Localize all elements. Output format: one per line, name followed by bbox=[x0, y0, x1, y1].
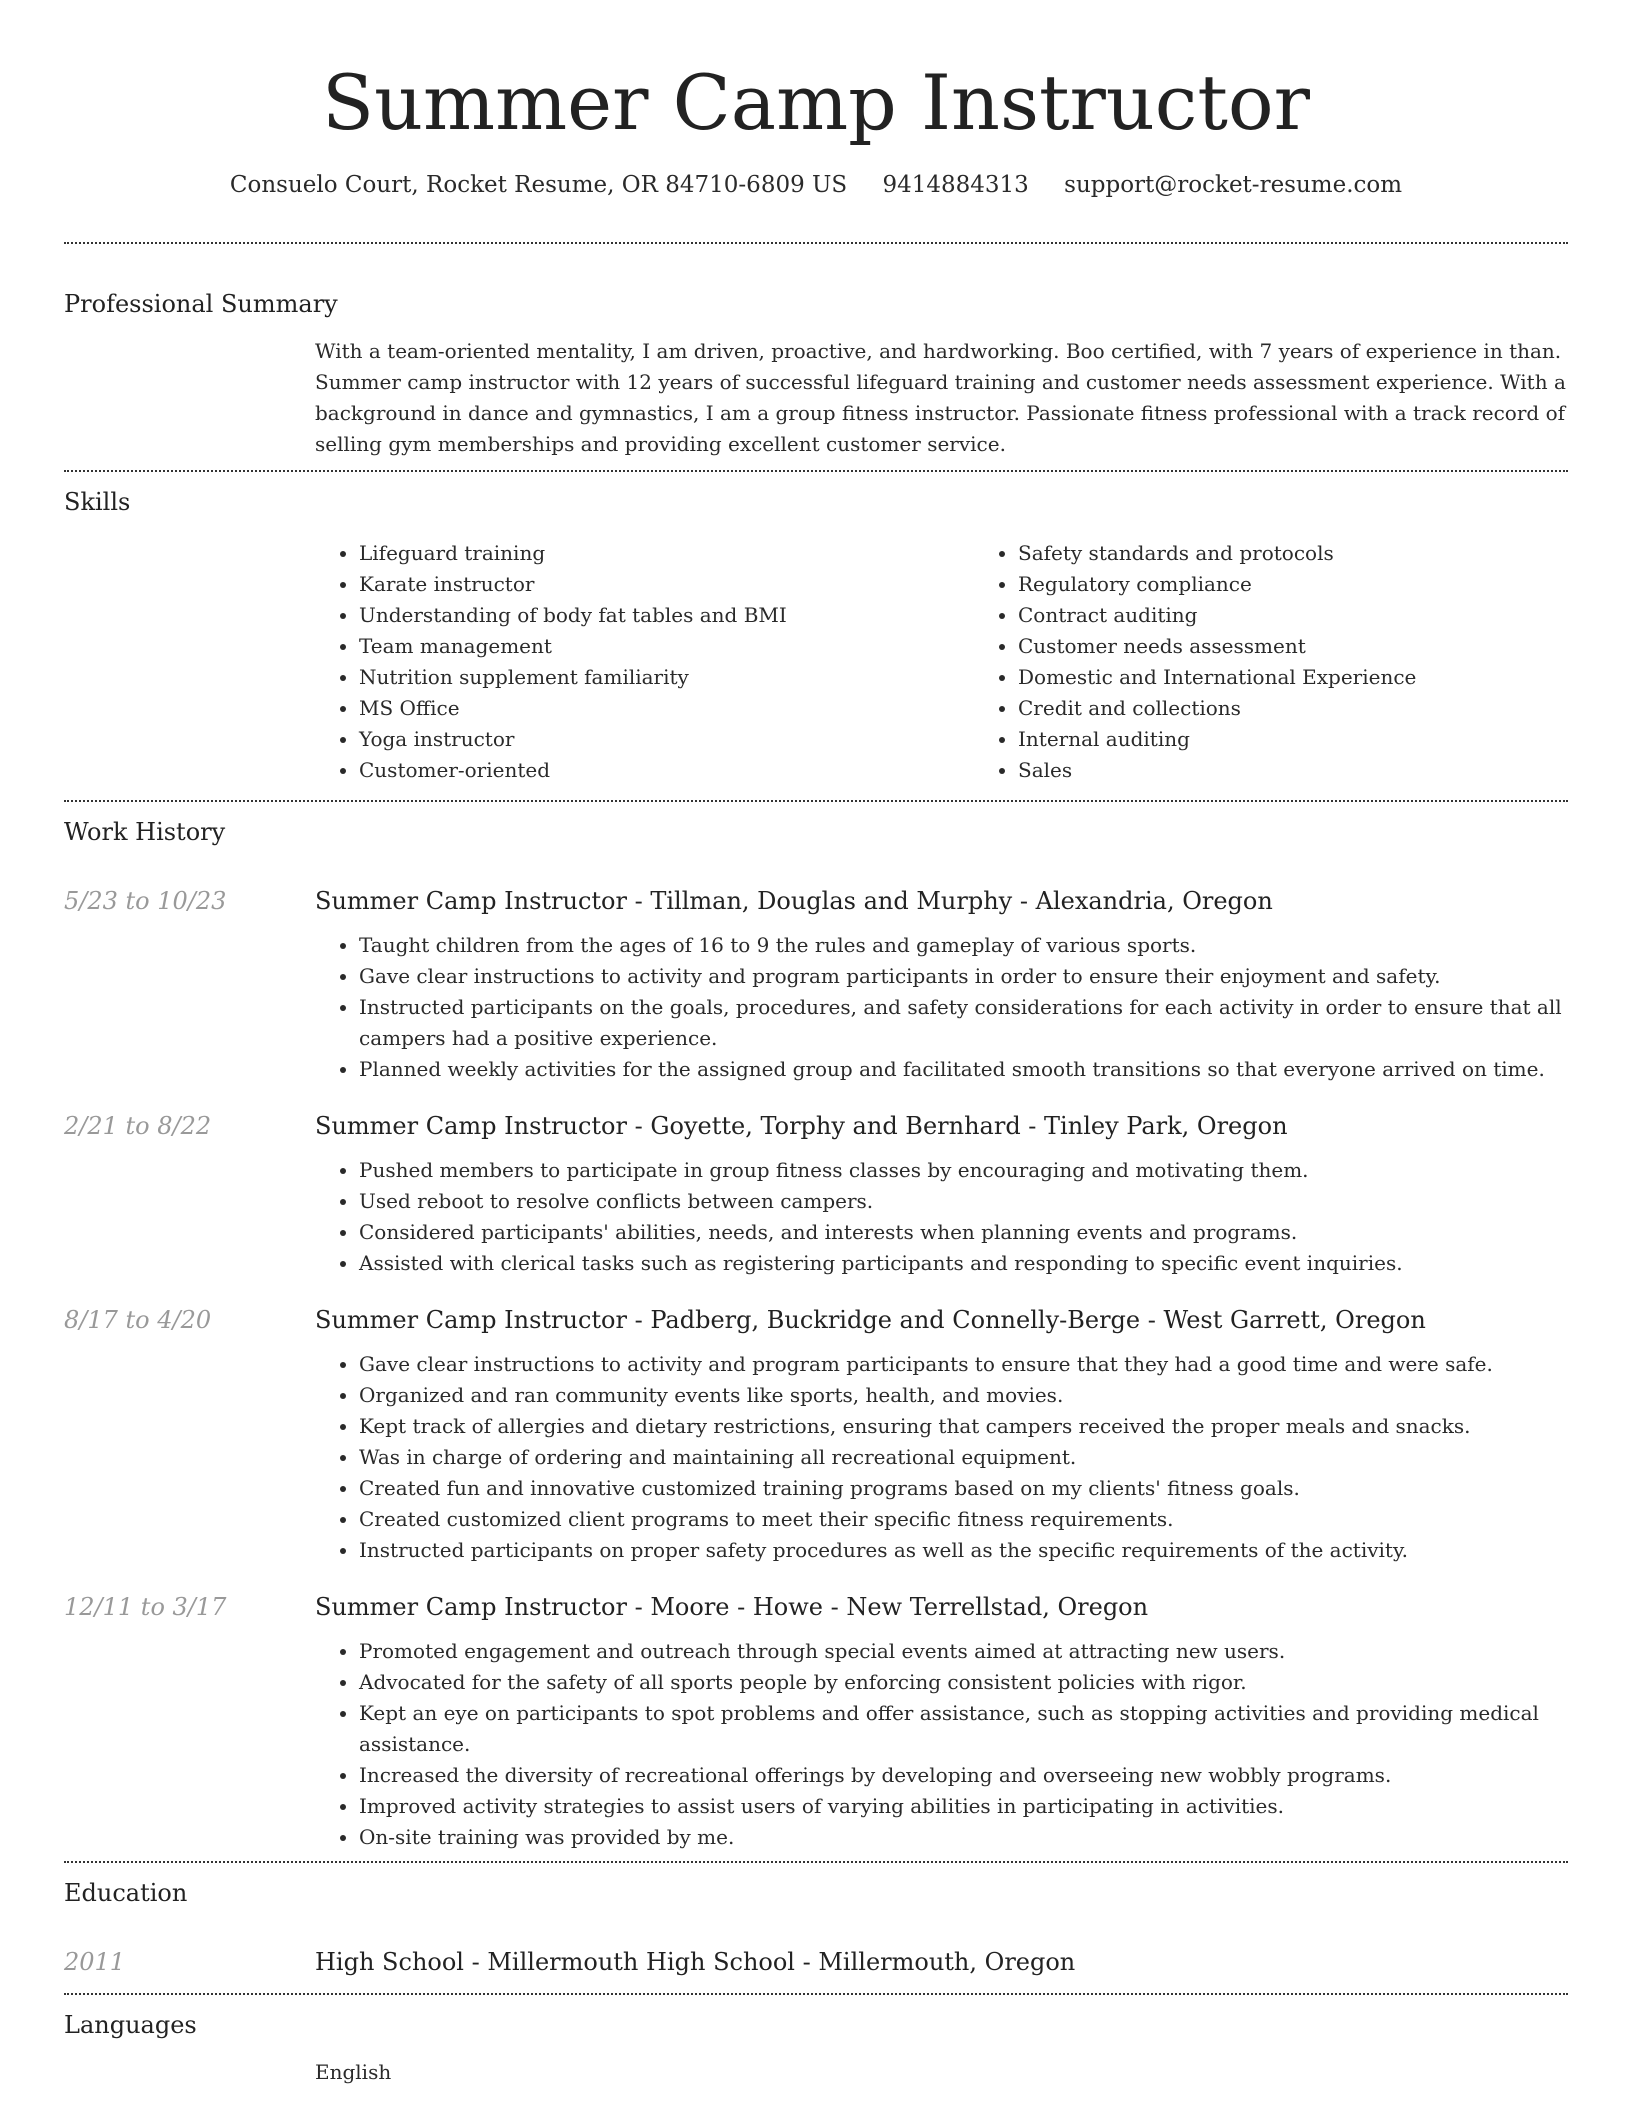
job-bullet: • Was in charge of ordering and maintaining all recreational equipment. bbox=[359, 1442, 1568, 1473]
job-bullet: • Promoted engagement and outreach through special events aimed at attracting new users. bbox=[359, 1636, 1568, 1667]
job-bullet: • Organized and ran community events like sports, health, and movies. bbox=[359, 1380, 1568, 1411]
job-bullet: • Considered participants' abilities, needs, and interests when planning events and programs. bbox=[359, 1217, 1568, 1248]
contact-phone: 9414884313 bbox=[882, 172, 1029, 198]
languages-heading: Languages bbox=[64, 2011, 197, 2039]
job-bullet: • Used reboot to resolve conflicts between campers. bbox=[359, 1186, 1568, 1217]
job-bullets bbox=[315, 1155, 1568, 1279]
skill-item: • Team management bbox=[359, 631, 974, 662]
job-bullet: • Created fun and innovative customized training programs based on my clients' fitness goals. bbox=[359, 1473, 1568, 1504]
skill-item: • Sales bbox=[1018, 755, 1416, 786]
job-bullet: • Increased the diversity of recreational offerings by developing and overseeing new wobbly programs. bbox=[359, 1760, 1568, 1791]
skills-column-right bbox=[974, 538, 1416, 786]
skill-item: • Contract auditing bbox=[1018, 600, 1416, 631]
skills-heading: Skills bbox=[64, 488, 131, 516]
skills-list bbox=[315, 538, 1568, 786]
summary-divider bbox=[64, 470, 1568, 472]
job-bullet: • Instructed participants on proper safety procedures as well as the specific requirements of the activity. bbox=[359, 1535, 1568, 1566]
contact-email[interactable]: support@rocket-resume.com bbox=[1064, 172, 1403, 198]
job-bullet: • Advocated for the safety of all sports people by enforcing consistent policies with rigor. bbox=[359, 1667, 1568, 1698]
summary-text: With a team-oriented mentality, I am driven, proactive, and hardworking. Boo certified, with 7 years of experience in than. Summer camp instructor with 12 years of successful lifeguard training and customer needs assessment experience. With a background in dance and gymnastics, I am a group fitness instructor. Passionate fitness professional with a track record of selling gym memberships and providing excellent customer service. bbox=[315, 339, 1566, 456]
job-bullet: • On-site training was provided by me. bbox=[359, 1822, 1568, 1853]
resume-title: Summer Camp Instructor bbox=[322, 58, 1310, 147]
job-bullet: • Assisted with clerical tasks such as registering participants and responding to specific event inquiries. bbox=[359, 1248, 1568, 1279]
skill-item: • Safety standards and protocols bbox=[1018, 538, 1416, 569]
job-title: Summer Camp Instructor - Moore - Howe - New Terrellstad, Oregon bbox=[315, 1593, 1149, 1621]
job-bullet: • Gave clear instructions to activity and program participants to ensure that they had a good time and were safe. bbox=[359, 1349, 1568, 1380]
contact-line bbox=[64, 168, 1568, 202]
job-details bbox=[315, 1109, 1568, 1279]
job-bullet: • Instructed participants on the goals, procedures, and safety considerations for each activity in order to ensure that all campers had a positive experience. bbox=[359, 992, 1568, 1054]
job-bullets bbox=[315, 930, 1568, 1085]
job-bullet: • Pushed members to participate in group fitness classes by encouraging and motivating them. bbox=[359, 1155, 1568, 1186]
summary-heading: Professional Summary bbox=[64, 290, 338, 318]
job-details bbox=[315, 1303, 1568, 1566]
job-dates: 5/23 to 10/23 bbox=[64, 887, 227, 915]
skill-item: • Credit and collections bbox=[1018, 693, 1416, 724]
work-divider bbox=[64, 1861, 1568, 1863]
skill-item: • Internal auditing bbox=[1018, 724, 1416, 755]
job-details bbox=[315, 884, 1568, 1085]
contact-address: Consuelo Court, Rocket Resume, OR 84710-6809 US bbox=[229, 172, 848, 198]
job-dates: 8/17 to 4/20 bbox=[64, 1306, 212, 1334]
job-dates: 12/11 to 3/17 bbox=[64, 1593, 227, 1621]
education-title: High School - Millermouth High School - Millermouth, Oregon bbox=[315, 1948, 1076, 1976]
job-bullet: • Created customized client programs to meet their specific fitness requirements. bbox=[359, 1504, 1568, 1535]
job-bullets bbox=[315, 1636, 1568, 1853]
skill-item: • Regulatory compliance bbox=[1018, 569, 1416, 600]
job-bullet: • Gave clear instructions to activity and program participants in order to ensure their enjoyment and safety. bbox=[359, 961, 1568, 992]
education-heading: Education bbox=[64, 1879, 188, 1907]
education-details bbox=[315, 1945, 1568, 1979]
skill-item: • MS Office bbox=[359, 693, 974, 724]
job-bullet: • Improved activity strategies to assist users of varying abilities in participating in activities. bbox=[359, 1791, 1568, 1822]
job-entry bbox=[64, 1109, 1568, 1279]
skills-divider bbox=[64, 800, 1568, 802]
skill-item: • Domestic and International Experience bbox=[1018, 662, 1416, 693]
job-bullet: • Kept an eye on participants to spot problems and offer assistance, such as stopping activities and providing medical assistance. bbox=[359, 1698, 1568, 1760]
skill-item: • Nutrition supplement familiarity bbox=[359, 662, 974, 693]
job-bullet: • Planned weekly activities for the assigned group and facilitated smooth transitions so that everyone arrived on time. bbox=[359, 1054, 1568, 1085]
skill-item: • Karate instructor bbox=[359, 569, 974, 600]
work-heading: Work History bbox=[64, 818, 226, 846]
job-bullets bbox=[315, 1349, 1568, 1566]
job-title: Summer Camp Instructor - Goyette, Torphy and Bernhard - Tinley Park, Oregon bbox=[315, 1112, 1288, 1140]
resume-page bbox=[64, 0, 1568, 2088]
job-title: Summer Camp Instructor - Tillman, Douglas and Murphy - Alexandria, Oregon bbox=[315, 887, 1273, 915]
job-entry bbox=[64, 1303, 1568, 1566]
job-entry bbox=[64, 1590, 1568, 1853]
language-item: English bbox=[315, 2060, 392, 2084]
skill-item: • Understanding of body fat tables and BMI bbox=[359, 600, 974, 631]
education-entry bbox=[64, 1945, 1568, 1979]
skill-item: • Lifeguard training bbox=[359, 538, 974, 569]
skill-item: • Yoga instructor bbox=[359, 724, 974, 755]
skill-item: • Customer needs assessment bbox=[1018, 631, 1416, 662]
job-entry bbox=[64, 884, 1568, 1085]
job-dates: 2/21 to 8/22 bbox=[64, 1112, 212, 1140]
job-title: Summer Camp Instructor - Padberg, Buckridge and Connelly-Berge - West Garrett, Oregon bbox=[315, 1306, 1426, 1334]
job-details bbox=[315, 1590, 1568, 1853]
job-bullet: • Kept track of allergies and dietary restrictions, ensuring that campers received the proper meals and snacks. bbox=[359, 1411, 1568, 1442]
header-divider bbox=[64, 242, 1568, 244]
education-year: 2011 bbox=[64, 1948, 126, 1976]
education-divider bbox=[64, 1993, 1568, 1995]
job-bullet: • Taught children from the ages of 16 to 9 the rules and gameplay of various sports. bbox=[359, 930, 1568, 961]
skill-item: • Customer-oriented bbox=[359, 755, 974, 786]
skills-column-left bbox=[315, 538, 974, 786]
